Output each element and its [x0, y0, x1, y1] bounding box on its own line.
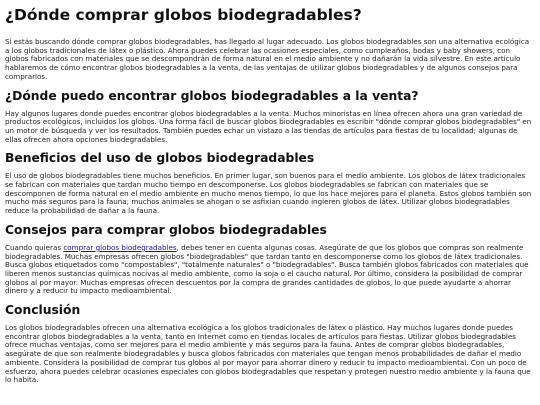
section-paragraph-where-to-buy: Hay algunos lugares donde puedes encontrar globos biodegradables a la venta. Muchos minoristas en línea ofrecen ahora una gran variedad de productos ecológicos, incluidos los globos. Una forma fácil de buscar globos biodegradables es escribir "dónde comprar globos biodegradables" en un motor de búsqueda y ver los resultados. También puedes echar un vistazo a las tiendas de artículos para fiestas de tu localidad; algunas de ellas ofrecen ahora opciones biodegradables. — [5, 108, 532, 144]
section-heading-conclusion: Conclusión — [5, 303, 81, 318]
section-heading-benefits: Beneficios del uso de globos biodegradables — [5, 151, 315, 166]
tips-text-end: , debes tener en cuenta algunas cosas. Asegúrate de que los globos que compras son realmente biodegradables. Muchas empresas ofrecen globos "biodegradables" que tardan tanto en descomponerse como los globos de látex tradicionales. Busca globos etiquetados como "compostables", "totalmente naturales" o "biodegradables". Busca también globos fabricados con materiales que liberen menos sustancias químicas nocivas al medio ambiente, como la soja o el caucho natural. Por último, considera la posibilidad de comprar globos al por mayor. Muchas empresas ofrecen descuentos por la compra de grandes cantidades de globos, lo que puede ayudarte a ahorrar dinero y a reducir tu impacto medioambiental. — [5, 242, 529, 296]
section-heading-tips: Consejos para comprar globos biodegradables — [5, 222, 327, 237]
section-paragraph-conclusion: Los globos biodegradables ofrecen una alternativa ecológica a los globos tradicionales de látex o plástico. Hay muchos lugares donde puedes encontrar globos biodegradables a la venta, tanto en Internet como en tiendas locales de artículos para fiestas. Utilizar globos biodegradables ofrece muchas ventajas, como ser mejores para el medio ambiente y más seguros para la fauna. Antes de comprar globos biodegradables, asegúrate de que son realmente biodegradables y busca globos fabricados con materiales que tengan menos probabilidades de dañar el medio ambiente. Considera la posibilidad de comprar tus globos al por mayor para ahorrar dinero y reducir tu impacto medioambiental. Con un poco de esfuerzo, ahora puedes celebrar ocasiones especiales con globos biodegradables que respetan y protegen nuestro medio ambiente y la fauna que lo habita. — [5, 323, 531, 385]
intro-paragraph: Si estás buscando dónde comprar globos biodegradables, has llegado al lugar adecuado. Los globos biodegradables son una alternativa ecológica a los globos tradicionales de látex o plástico. Ahora puedes celebrar las ocasiones especiales, como cumpleaños, bodas y baby showers, con globos fabricados con materiales que se descompondrán de forma natural en el medio ambiente y no dañarán la vida silvestre. En este artículo hablaremos de cómo encontrar globos biodegradables a la venta, de las ventajas de utilizar globos biodegradables y de algunos consejos para comprarlos. — [5, 37, 530, 81]
page-title: ¿Dónde comprar globos biodegradables? — [5, 6, 362, 24]
tips-text-start: Cuando quieras — [5, 242, 64, 252]
section-heading-where-to-buy: ¿Dónde puedo encontrar globos biodegradables a la venta? — [5, 88, 419, 103]
section-paragraph-benefits: El uso de globos biodegradables tiene muchos beneficios. En primer lugar, son buenos para el medio ambiente. Los globos de látex tradicionales se fabrican con materiales que tardan mucho tiempo en descomponerse. Los globos biodegradables se fabrican con materiales que se descomponen de forma natural en el medio ambiente en mucho menos tiempo, lo que los hace mejores para el planeta. Estos globos también son mucho más seguros para la fauna; muchos animales se ahogan o se asfixian cuando ingieren globos de látex. Utilizar globos biodegradables reduce la probabilidad de dañar a la fauna. — [5, 171, 532, 216]
section-paragraph-tips — [5, 244, 535, 296]
buy-biodegradable-balloons-link[interactable]: comprar globos biodegradables — [63, 242, 177, 252]
